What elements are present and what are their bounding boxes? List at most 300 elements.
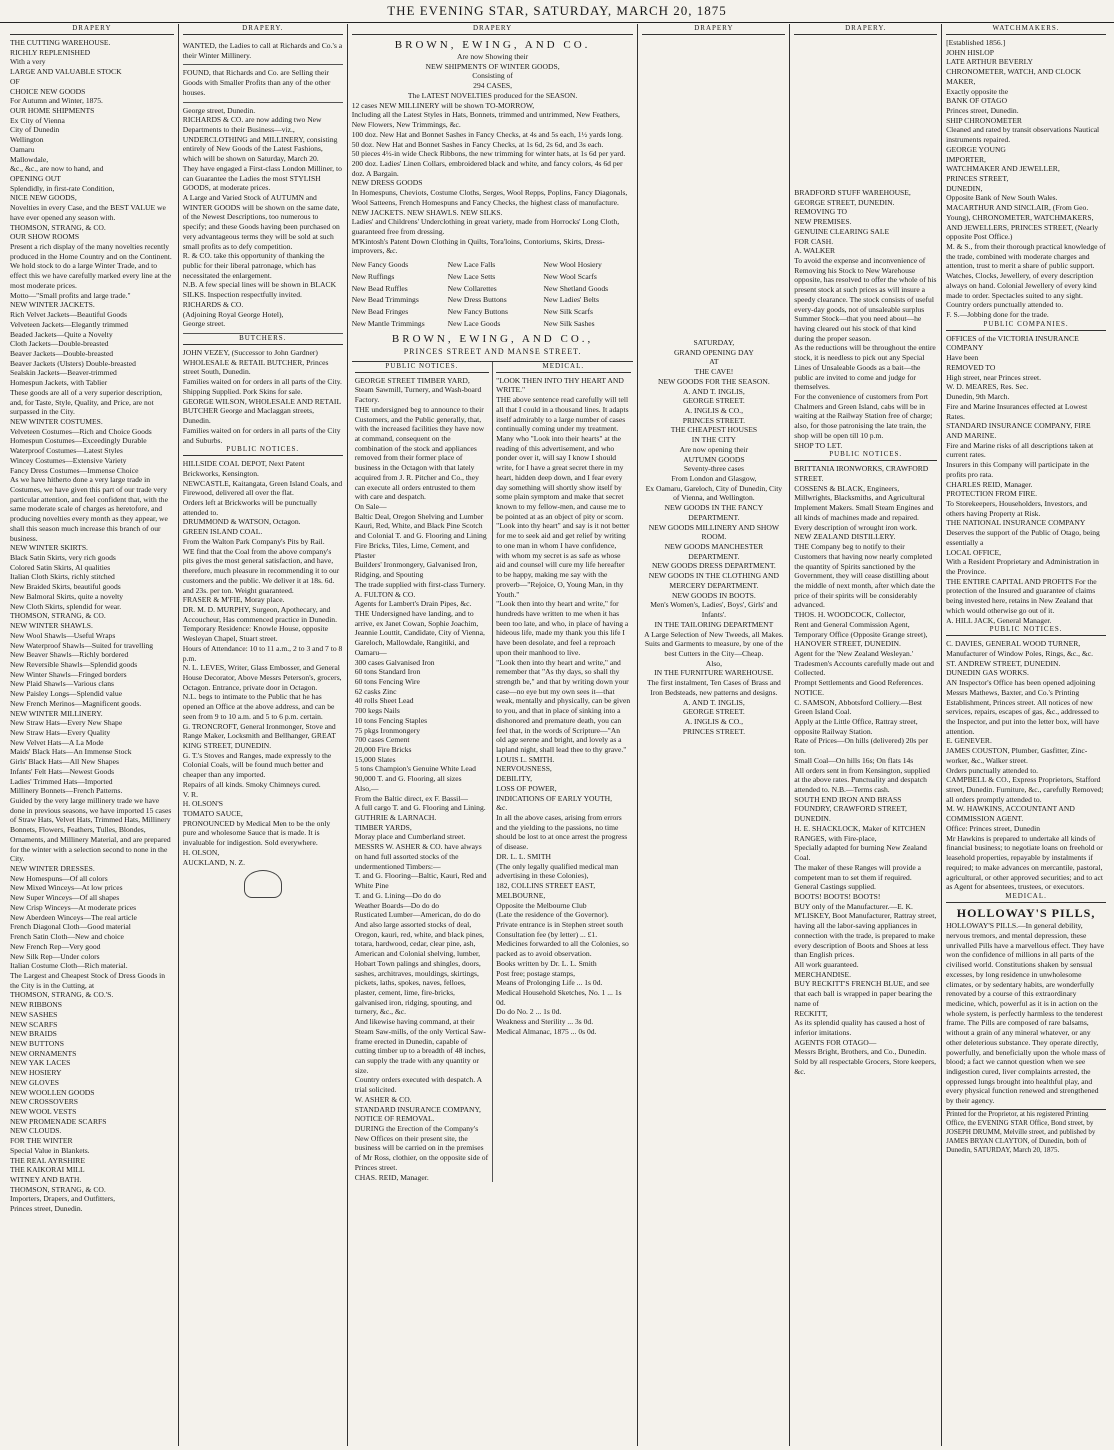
text-line: 5 tons Champion's Genuine White Lead — [354, 764, 476, 774]
text-line: Novelties in every Case, and the BEST VALUE we have ever opened any season with. — [10, 203, 166, 222]
text-line: French Satin Cloth—New and choice — [10, 932, 124, 942]
public-companies — [946, 334, 1106, 626]
text-line: Agents for Lambert's Drain Pipes, &c. — [354, 599, 472, 609]
text-line: THOMSON, STRANG, & CO.'S. — [10, 990, 114, 1000]
text-line: As its splendid quality has caused a host of inferior imitations. — [794, 1018, 926, 1037]
text-line: AT — [709, 357, 719, 367]
text-line: &c., &c., are now to hand, and — [10, 164, 104, 174]
text-line: The maker of these Ranges will provide a competent man to set them if required. General Castings supplied. — [794, 862, 922, 892]
text-line: T. and G. Lining—Do do do — [354, 890, 441, 900]
text-line: AN Inspector's Office has been opened adjoining Messrs Mathews, Baxter, and Co.'s Printing Establishment, Princes street. All notices of new services, repairs, escapes of gas, &c., addressed to the Inspector, and put into the letter box, will have attention. — [946, 678, 1100, 736]
text-line: Consultation fee (by letter) ... £1. — [496, 929, 598, 939]
text-line: 300 cases Galvanised Iron — [354, 657, 435, 667]
text-line: OPENING OUT — [10, 174, 61, 184]
text-line: As the reductions will be throughout the entire stock, it is needless to pick out any Special Lines of Unsaleable Goods as a bait—the public are invited to come and judge for themselves. — [794, 343, 936, 392]
column-4 — [638, 24, 790, 1446]
text-line: 20,000 Fire Bricks — [354, 745, 412, 755]
text-line: BRADFORD STUFF WAREHOUSE, — [794, 187, 911, 197]
text-line: A Large Selection of New Tweeds, all Makes. Suits and Garments to measure, by one of the best Cutters in the City—Cheap. — [644, 629, 784, 658]
text-line: Families waited on for orders in all parts of the City and Suburbs. — [182, 425, 341, 445]
text-line: All orders sent in from Kensington, supplied at the above rates. Punctuality and despatch attended to. N.B.—Terms cash. — [794, 765, 930, 795]
text-line: BUY only of the Manufacturer.—E. K. M'LISKEY, Boot Manufacturer, Rattray street, having all the labor-saving appliances in connection with the trade, is prepared to make every description of Boots and Shoes at less than English prices. — [794, 901, 937, 960]
text-line: Italian Cloth Skirts, richly stitched — [10, 572, 115, 582]
public-notices — [794, 464, 937, 1076]
text-line: 100 doz. New Hat and Bonnet Sashes in Fancy Checks, at 4s and 5s each, 1½ yards long. — [351, 129, 623, 139]
text-line: NEW WOOLLEN GOODS — [10, 1087, 95, 1097]
text-line: For Autumn and Winter, 1875. — [10, 96, 103, 106]
text-line: A. FULTON & CO. — [354, 589, 416, 599]
text-line: 200 doz. Ladies' Linen Collars, embroidered black and white, and fancy colors, 4s 6d per doz. A Bargain. — [351, 158, 623, 178]
text-line: Importers, Drapers, and Outfitters, — [10, 1194, 116, 1204]
text-line: THE KAIKORAI MILL — [10, 1165, 85, 1175]
text-line: Maids' Black Hats—An Immense Stock — [10, 747, 132, 757]
text-line: NEW SASHES — [10, 1009, 58, 1019]
text-line: Cleaned and rated by transit observations Nautical instruments repaired. — [946, 125, 1100, 145]
text-line: NEW WINTER COSTUMES. — [10, 416, 103, 426]
text-line: DURING the Erection of the Company's New Offices on their present site, the business will be carried on in the premises of Mr Ross, clothier, on the opposite side of Princes street. — [354, 1124, 489, 1172]
text-line: 50 pieces 4½-in wide Check Ribbons, the new trimming for winter hats, at 1s 6d per yard. — [351, 149, 626, 159]
text-line: NEW WINTER DRESSES. — [10, 864, 95, 874]
text-line: New Paisley Longs—Splendid value — [10, 689, 122, 699]
column-header: DRAPERY. — [183, 24, 343, 35]
paragraphs — [352, 101, 634, 257]
text-line: 294 CASES, — [473, 81, 512, 91]
text-line: Black Satin Skirts, very rich goods — [10, 553, 116, 563]
text-line: DRUMMOND & WATSON, Octagon. — [182, 517, 301, 527]
text-line: NEW YAK LACES — [10, 1058, 71, 1068]
text-line: French Diagonal Cloth—Good material — [10, 922, 131, 932]
text-line: Apply at the Little Office, Rattray street, opposite Railway Station. — [794, 717, 918, 736]
text-line: FOR CASH. — [794, 236, 834, 246]
text-line: NEW GOODS IN BOOTS. — [671, 590, 756, 600]
text-line: Rent and General Commission Agent, Temporary Office (Opposite Grange street), — [794, 619, 928, 639]
text-line: AGENTS FOR OTAGO— — [794, 1037, 877, 1047]
text-line: THE CAVE! — [694, 367, 734, 377]
text-line: WITNEY AND BATH. — [10, 1175, 82, 1185]
holloway-title: HOLLOWAY'S PILLS, — [956, 905, 1096, 920]
text-line: NOTICE. — [794, 687, 825, 697]
text-line: SATURDAY, — [693, 337, 735, 347]
section-header: PUBLIC NOTICES. — [183, 445, 343, 456]
column-3 — [348, 24, 639, 1446]
text-line: On Sale— — [354, 502, 387, 512]
text-line: THOMSON, STRANG, & CO. — [10, 611, 106, 621]
text-line: NEW BUTTONS — [10, 1038, 64, 1048]
text-line: W. D. MEARES, Res. Sec. — [946, 382, 1029, 392]
text-line: THE ENTIRE CAPITAL AND PROFITS For the protection of the Insured and guarantee of claims being invested here, retains in New Zealand that which would otherwise go out of it. — [946, 576, 1097, 615]
text-line: Builders' Ironmongery, Galvanised Iron, Ridging, and Spouting — [354, 560, 478, 580]
text-line: Are now opening their — [679, 444, 749, 454]
text-line: E. GENEVER. — [946, 736, 992, 746]
text-line: F. S.—Jobbing done for the trade. — [946, 310, 1049, 320]
text-line: Girls' Black Hats—All New Shapes — [10, 757, 119, 767]
text-line: Princes street, Dunedin. — [946, 105, 1019, 115]
text-line: They have engaged a First-class London Milliner, to can Guarantee the Ladies the most STYLISH GOODS, at moderate prices. — [182, 163, 342, 193]
text-line: REMOVING TO — [794, 207, 847, 217]
text-line: Small Coal—On hills 16s; On flats 14s — [794, 755, 914, 765]
text-line: IN THE TAILORING DEPARTMENT — [654, 619, 774, 629]
text-line: BOOTS! BOOTS! BOOTS! — [794, 891, 881, 901]
text-line: The Largest and Cheapest Stock of Dress Goods in the City is in the Cutting, at — [10, 970, 166, 990]
timber-notices — [355, 376, 489, 1183]
sub-columns — [352, 361, 634, 1183]
text-line: New Straw Hats—Every New Shape — [10, 718, 123, 728]
text-line: Rusticated Lumber—American, do do do — [354, 910, 481, 920]
text-line: GEORGE STREET, DUNEDIN. — [794, 197, 895, 207]
text-line: Hours of Attendance: 10 to 11 a.m., 2 to 3 and 7 to 8 p.m. — [182, 643, 343, 663]
goods-item: New Dress Buttons — [447, 295, 507, 305]
text-line: New Homespuns—Of all colors — [10, 873, 108, 883]
text-line: BRITTANIA IRONWORKS, CRAWFORD STREET. — [794, 464, 929, 484]
goods-grid — [352, 260, 634, 328]
text-line: THOMSON, STRANG, & CO. — [10, 222, 106, 232]
butchers-ads — [183, 348, 343, 445]
text-line: NICE NEW GOODS, — [10, 193, 77, 203]
section-header: MEDICAL. — [496, 362, 630, 373]
text-line: PRONOUNCED by Medical Men to be the only pure and wholesome Sauce that is made. It is invaluable for indigestion. Sold everywhere. — [182, 818, 331, 848]
text-line: H. E. SHACKLOCK, Maker of KITCHEN RANGES, with Fire-place, — [794, 823, 926, 843]
text-line: REMOVED TO — [946, 362, 996, 372]
text-line: NEW WINTER JACKETS. — [10, 300, 95, 310]
text-line: NEW WINTER MILLINERY. — [10, 708, 103, 718]
text-line: BANK OF OTAGO — [946, 96, 1008, 106]
text-line: Waterproof Costumes—Latest Styles — [10, 446, 123, 456]
text-line: GUTHRIE & LARNACH. — [354, 813, 437, 823]
text-line: Sealskin Jackets—Beaver-trimmed — [10, 368, 117, 378]
text-line: New Crisp Winceys—At moderate prices — [10, 902, 137, 912]
text-line: 12 cases NEW MILLINERY will be shown TO-MORROW, — [351, 100, 535, 110]
text-line: NEW WINTER SKIRTS. — [10, 543, 88, 553]
text-line: New Aberdeen Winceys—The real article — [10, 912, 137, 922]
text-line: RICHARDS & CO. — [182, 299, 244, 309]
text-line: Prompt Settlements and Good References. — [794, 678, 924, 688]
text-line: In all the above cases, arising from errors and the yielding to the passions, no time should be lost to at once arrest the progress of disease. — [496, 813, 628, 852]
text-line: Special Value in Blankets. — [10, 1145, 90, 1155]
text-line: DUNEDIN, — [946, 183, 983, 193]
text-line: N. L. LEVES, Writer, Glass Embosser, and General House Decorator, Above Messrs Peterson's, grocers, Octagon. Entrance, private door in Octagon. — [182, 663, 342, 692]
text-line: Are now Showing their — [457, 52, 529, 62]
text-line: "LOOK THEN INTO THY HEART AND WRITE." — [496, 375, 624, 395]
text-line: CHOICE NEW GOODS — [10, 86, 86, 96]
text-line: New Velvet Hats—A La Mode — [10, 737, 104, 747]
text-line: With a Resident Proprietary and Administration in the Province. — [946, 557, 1099, 576]
text-line: Millinery Bonnets—French Patterns. — [10, 786, 123, 796]
text-line: NEW WINTER SHAWLS. — [10, 621, 93, 631]
text-line: Opposite Bank of New South Wales. — [946, 193, 1058, 203]
text-line: STANDARD INSURANCE COMPANY, — [354, 1104, 481, 1114]
text-line: As we have hitherto done a very large trade in Costumes, we have given this part of our trade very particular attention, and feel confident that, with the same moderate scale of charges as heretofore, and producing novelties every month as they appear, we shall this season much increase this branch of our business. — [10, 475, 168, 543]
text-line: Oamaru — [10, 144, 35, 154]
text-line: Deserves the support of the Public of Otago, being essentially a — [946, 528, 1100, 547]
text-line: From the Walton Park Company's Pits by Rail. — [182, 536, 325, 546]
text-line: NEW GLOVES — [10, 1077, 60, 1087]
watchmakers — [946, 38, 1106, 320]
text-line: NEW RIBBONS — [10, 1000, 62, 1010]
text-line: Velveteen Jackets—Elegantly trimmed — [10, 319, 129, 329]
section-header: BUTCHERS. — [183, 334, 343, 345]
text-line: NEWCASTLE, Kaitangata, Green Island Coals, and Firewood, delivered all over the flat. — [182, 478, 343, 498]
medical-notices — [496, 376, 630, 1037]
text-line: NEW GOODS MILLINERY AND SHOW ROOM. — [648, 522, 780, 542]
goods-item: New Fancy Goods — [351, 260, 409, 270]
walker-ad — [794, 38, 937, 450]
text-line: COSSENS & BLACK, Engineers, Millwrights, Blacksmiths, and Agricultural Implement Makers. Small Steam Engines and all kinds of machines made and repaired. Every description of wrought iron work. — [794, 483, 934, 532]
text-line: OUR HOME SHIPMENTS — [10, 105, 95, 115]
text-line: Orders left at Brickworks will be punctually attended to. — [182, 498, 317, 517]
text-line: Princes street, Dunedin. — [10, 1204, 83, 1214]
text-line: A full cargo T. and G. Flooring and Lining. — [354, 803, 486, 813]
text-line: Baltic Deal, Oregon Shelving and Lumber Kauri, Red, White, and Black Pine Scotch and Colonial T. and G. Flooring and Lining — [354, 511, 487, 541]
text-line: Ex City of Vienna — [10, 115, 65, 125]
goods-item: New Ladies' Belts — [543, 295, 599, 305]
text-line: (Late the residence of the Governor). — [496, 910, 609, 920]
text-line: Beaded Jackets—Quite a Novelty — [10, 329, 113, 339]
text-line: GRAND OPENING DAY — [673, 347, 754, 357]
text-line: Infants' Felt Hats—Newest Goods — [10, 766, 115, 776]
text-line: Do do No. 2 ... 1s 0d. — [496, 1007, 562, 1017]
richards-ads — [183, 38, 343, 334]
text-line: IN THE CITY — [691, 435, 736, 445]
text-line: NEW DRESS GOODS — [351, 178, 423, 188]
text-line: "Look then into thy heart and write," for hundreds have written to me when it has been too late, and who, in place of having a hideous life, made my thank you this life I have been desolate, and feel a reproach upon their manhood to live. — [496, 599, 629, 657]
text-line: A Large and Varied Stock of AUTUMN and WINTER GOODS will be shown on the same date, of the Newest Descriptions, too numerous to specify; and these Goods having been purchased on very advantageous terms they will be sold at such small profits as to defy competition. — [182, 193, 340, 251]
text-line: OFFICES of the VICTORIA INSURANCE COMPANY — [946, 333, 1079, 353]
text-line: NEW GOODS IN THE FANCY DEPARTMENT. — [664, 503, 764, 522]
text-line: New French Merinos—Magnificent goods. — [10, 698, 142, 708]
text-line: GEORGE STREET TIMBER YARD, Steam Sawmill, Turnery, and Wash-board Factory. — [354, 375, 482, 405]
text-line: With a very — [10, 57, 46, 67]
text-line: "Look into thy heart" and say is it not better for me to seek aid and get relief by writing to one man in whom I have confidence, with whom my secret is as safe as whose aid and counsel will cure my life hereafter to be happy, making me say with the proverb—"Rejoice, O, Young Man, in thy Youth." — [496, 521, 630, 599]
text-line: Specially adapted for burning New Zealand Coal. — [794, 843, 927, 863]
text-line: NEW PREMISES. — [794, 217, 852, 227]
text-line: New Waterproof Shawls—Suited for travelling — [10, 640, 154, 650]
text-line: 90,000 T. and G. Flooring, all sizes — [354, 774, 462, 784]
text-line: GEORGE WILSON, WHOLESALE AND RETAIL BUTCHER George and Maclaggan streets, Dunedin. — [182, 396, 341, 426]
text-line: GEORGE STREET. — [682, 707, 745, 717]
column-header: DRAPERY — [352, 24, 634, 35]
text-line: BUY RECKITT'S FRENCH BLUE, and see that each ball is wrapped in paper bearing the name of — [794, 979, 933, 1008]
column-1 — [6, 24, 179, 1446]
text-line: 700 cases Cement — [354, 735, 410, 745]
text-line: New Mixed Winceys—At low prices — [10, 883, 123, 893]
text-line: LOCAL OFFICE, — [946, 547, 1002, 557]
text-line: Watches, Clocks, Jewellery, of every description always on hand. Colonial Jewellery of every kind made to order. Spectacles suited to any sight. Country orders punctually attended to. — [946, 271, 1097, 310]
text-line: Messrs Bright, Brothers, and Co., Dunedin. — [794, 1047, 927, 1057]
text-line: And also large assorted stocks of deal, Oregon, kauri, red, white, and black pines, totara, hardwood, cedar, clear pine, ash, American and Colonial shelving, lumber, Hobart Town palings and shingles, doors, sashes, architraves, mouldings, skirtings, pickets, laths, spokes, naves, felloes, plaster, cement, lime, fire-bricks, galvanised iron, ridging, spouting, and turnery, &c., &c. — [354, 919, 484, 1017]
text-line: Mr Hawkins is prepared to undertake all kinds of financial business; to negotiate loans on freehold or leasehold properties, repayable by instalments if required; to make advances on mercantile, pastoral, agricultural, or other approved securities; and to act as Agent for absentees, trustees, or executors. — [946, 833, 1103, 892]
text-line: New Straw Hats—Every Quality — [10, 727, 111, 737]
text-line: AUCKLAND, N. Z. — [182, 857, 245, 867]
text-line: 15,000 Slates — [354, 754, 396, 764]
text-line: Italian Costume Cloth—Rich material. — [10, 961, 128, 971]
text-line: George street. — [182, 319, 226, 329]
text-line: NEW SCARFS — [10, 1019, 58, 1029]
column-5 — [790, 24, 942, 1446]
text-line: DEBILITY, — [496, 774, 533, 784]
text-line: CAMPBELL & CO., Express Proprietors, Stafford street, Dunedin. Furniture, &c., carefully Removed; all orders promptly attended to. — [946, 775, 1104, 804]
goods-item: New Silk Sashes — [543, 318, 595, 328]
text-line: N.B. A few special lines will be shown in BLACK SILKS. Inspection respectfully invited. — [182, 280, 337, 300]
text-line: Velveteen Costumes—Rich and Choice Goods — [10, 426, 152, 436]
text-line: Books written by Dr. L. L. Smith — [496, 958, 597, 968]
text-line: The trade supplied with first-class Turnery. — [354, 579, 486, 589]
text-line: Opposite the Melbourne Club — [496, 900, 587, 910]
text-line: New Winter Shawls—Fringed borders — [10, 669, 127, 679]
text-line: R. & CO. take this opportunity of thanking the public for their liberal patronage, which has necessitated the enlargement. — [182, 251, 325, 280]
text-line: Repairs of all kinds. Smoky Chimneys cured. — [182, 779, 321, 789]
text-line: A. AND T. INGLIS, — [683, 386, 745, 396]
text-line: THOS. H. WOODCOCK, Collector, — [794, 610, 906, 620]
column-header: WATCHMAKERS. — [946, 24, 1106, 35]
text-line: NEW GOODS MANCHESTER DEPARTMENT. — [664, 542, 764, 561]
text-line: NEW JACKETS. NEW SHAWLS. NEW SILKS. — [351, 207, 503, 217]
text-line: Private entrance is in Stephen street south — [496, 919, 624, 929]
goods-item: New Bead Ruffles — [351, 283, 408, 293]
section-header: PUBLIC COMPANIES. — [946, 320, 1106, 331]
text-line: WANTED, the Ladies to call at Richards and Co.'s a their Winter Millinery. — [182, 40, 343, 60]
text-line: RECKITT, — [794, 1008, 828, 1018]
text-line: Present a rich display of the many novelties recently produced in the Home Country and on the Continent. We hold stock to do a large Winter Trade, and to effect this we have carefully marked every line at the most moderate prices. — [10, 242, 172, 290]
text-line: High street, near Princes street. — [946, 372, 1041, 382]
text-line: New Reversible Shawls—Splendid goods — [10, 659, 138, 669]
text-line: Also, — [705, 658, 722, 668]
text-line: Homespun Costumes—Exceedingly Durable — [10, 436, 147, 446]
goods-item: New Wool Scarfs — [543, 271, 597, 281]
text-line: SHOP TO LET. — [794, 440, 843, 450]
text-line: CHARLES REID, Manager. — [946, 479, 1033, 489]
text-line: Post free; postage stamps, — [496, 968, 575, 978]
text-line: Temporary Residence: Knowle House, opposite Wesleyan Chapel, Stuart street. — [182, 624, 328, 644]
text-line: MESSRS W. ASHER & CO. have always on hand full assorted stocks of the undermentioned Timbers:— — [354, 842, 482, 871]
text-line: Moray place and Cumberland street. — [354, 832, 466, 842]
text-line: C. SAMSON, Abbotsford Colliery.—Best Green Island Coal. — [794, 697, 923, 717]
goods-item: New Bead Trimmings — [351, 295, 419, 305]
text-line: Mallowdale, — [10, 154, 49, 164]
text-line: THE CHEAPEST HOUSES — [670, 425, 758, 435]
text-line: New Beaver Shawls—Richly bordered — [10, 650, 129, 660]
text-line: 182, COLLINS STREET EAST, MELBOURNE, — [496, 881, 596, 900]
text-line: Medical Almanac, 1875 ... 0s 0d. — [496, 1026, 597, 1036]
text-line: All work guaranteed. — [794, 959, 859, 969]
text-line: OUR SHOW ROOMS — [10, 232, 80, 242]
text-line: PRINCES STREET. — [682, 726, 746, 736]
text-line: NEW WOOL VESTS — [10, 1107, 77, 1117]
text-line: The first instalment, Ten Cases of Brass and Iron Bedsteads, new patterns and designs. — [646, 678, 781, 697]
text-line: Insurers in this Company will participate in the profits pro rata. — [946, 460, 1090, 479]
text-line: NERVOUSNESS, — [496, 764, 552, 774]
text-line: Rate of Prices—On hills (delivered) 20s per ton. — [794, 736, 928, 756]
text-line: New Super Winceys—Of all shapes — [10, 893, 120, 903]
text-line: From the Baltic direct, ex F. Bassil— — [354, 793, 468, 803]
text-line: THE undersigned beg to announce to their Customers, and the Public generally, that, with the increased facilities they have now at command, consequent on the combination of the stock and appliances removed from their former place of business in the Octagon with that lately acquired from J. R. Pitcher and Co., they can execute all orders entrusted to them with care and despatch. — [354, 404, 485, 502]
goods-item: New Shetland Goods — [543, 283, 609, 293]
text-line: Beaver Jackets (Ulsters) Double-breasted — [10, 358, 136, 368]
text-line: LARGE AND VALUABLE STOCK — [10, 67, 122, 77]
text-line: HANOVER STREET, DUNEDIN. — [794, 639, 901, 649]
text-line: Motto—"Small profits and large trade." — [10, 290, 131, 300]
text-line: NEW GOODS FOR THE SEASON. — [658, 376, 770, 386]
goods-item: New Bead Fringes — [351, 307, 409, 316]
text-line: CHRONOMETER, WATCH, AND CLOCK MAKER, — [946, 67, 1082, 86]
text-line: Have been — [946, 353, 979, 363]
section-header: MEDICAL. — [946, 892, 1106, 903]
text-line: OF — [10, 76, 20, 86]
text-line: From London and Glasgow, — [671, 474, 757, 484]
text-line: HILLSIDE COAL DEPOT, Next Patent Brickworks, Kensington. — [182, 459, 305, 478]
column-6 — [942, 24, 1110, 1446]
text-line: A. HILL JACK, General Manager. — [946, 615, 1052, 625]
text-line: City of Dunedin — [10, 125, 60, 135]
goods-item: New Mantle Trimmings — [351, 318, 425, 328]
text-line: 62 casks Zinc — [354, 686, 397, 696]
column-header: DRAPERY — [10, 24, 174, 35]
text-line: M. W. HAWKINS, ACCOUNTANT AND COMMISSION AGENT. — [946, 804, 1075, 824]
text-line: PRINCES STREET. — [682, 415, 746, 425]
text-line: A. AND T. INGLIS, — [683, 697, 745, 707]
sub-left — [352, 362, 493, 1183]
public-notices — [183, 459, 343, 867]
text-line: T. and G. Flooring—Baltic, Kauri, Red and White Pine — [354, 871, 487, 891]
text-line: Weakness and Sterility ... 3s 0d. — [496, 1017, 594, 1027]
goods-item: New Lace Setts — [447, 271, 496, 281]
text-line: New Wool Shawls—Useful Wraps — [10, 630, 116, 640]
text-line: George street, Dunedin. — [182, 105, 256, 115]
text-line: Fire Bricks, Tiles, Lime, Cement, and Plaster — [354, 540, 470, 560]
royal-crest-icon — [244, 870, 282, 898]
text-line: &c. — [496, 803, 508, 813]
text-line: DR. M. D. MURPHY, Surgeon, Apothecary, and Accoucheur, Has commenced practice in Dunedin. — [182, 604, 337, 624]
text-line: A. WALKER — [794, 246, 836, 256]
text-line: G. T.'s Stoves and Ranges, made expressly to the Colonial Coals, will be found much better and cheaper than any imported. — [182, 750, 332, 780]
text-line: MACARTHUR AND SINCLAIR, (From Geo. Young), CHRONOMETER, WATCHMAKERS, AND JEWELLERS, PRINCES STREET, (Nearly opposite Post Office.) — [946, 203, 1099, 242]
text-line: RICHARDS & CO. are now adding two New Departments to their Business—viz., UNDERCLOTHING and MILLINERY, consisting entirely of New Goods of the Latest Fashions, which will be shown on Saturday, March 20. — [182, 115, 338, 164]
text-line: DR. L. L. SMITH — [496, 851, 551, 861]
text-line: Guided by the very large millinery trade we have done in previous seasons, we have imported 15 cases of Straw Hats, Velvet Hats, Trimmed Hats, Millinery Bonnets, Flowers, Feathers, Tulles, Blondes, Ornaments, and Millinery Material, and are prepared for the winter with a selection second to none in the City. — [10, 796, 172, 864]
text-line: 60 tons Fencing Wire — [354, 676, 420, 686]
text-line: GENUINE CLEARING SALE — [794, 226, 890, 236]
goods-item: New Silk Scarfs — [543, 307, 593, 316]
text-line: LATE ARTHUR BEVERLY — [946, 57, 1034, 67]
text-line: THE above sentence read carefully will tell all that I could in a thousand lines. It adapts itself admirably to a large number of cases continually coming under my treatment. — [496, 395, 629, 434]
text-line: Office: Princes street, Dunedin — [946, 823, 1040, 833]
text-line: DUNEDIN GAS WORKS. — [946, 668, 1029, 678]
text-line: (The only legally qualified medical man advertising in these Colonies), — [496, 861, 619, 881]
text-line: Splendidly, in first-rate Condition, — [10, 183, 115, 193]
text-line: C. DAVIES, GENERAL WOOD TURNER, Manufacturer of Window Poles, Rings, &c., &c. — [946, 639, 1094, 658]
intro — [352, 52, 634, 101]
text-line: Medical Household Sketches, No. 1 ... 1s 0d. — [496, 987, 622, 1007]
text-line: LOUIS L. SMITH. — [496, 754, 555, 764]
text-line: 700 kegs Nails — [354, 706, 400, 716]
text-line: NEW CLOUDS. — [10, 1126, 62, 1136]
text-line: Wellington — [10, 135, 44, 145]
text-line: G. TRONCROFT, General Ironmonger, Stove and Range Maker, Locksmith and Bellhanger, GREAT KING STREET, DUNEDIN. — [182, 721, 336, 751]
column-header: DRAPERY. — [794, 24, 937, 35]
text-line: New Plaid Shawls—Various clans — [10, 679, 114, 689]
holloway-text: HOLLOWAY'S PILLS.—In general debility, nervous tremors, and mental depression, these unrivalled Pills have a marvellous effect. They have won the confidence of millions in all parts of the civilised world. Constitutions shaken by sensual excesses, by long residence in unwholesome climates, or by sedentary habits, are wonderfully renovated by a course of this extraordinary medicine, which, powerful as it is in action on the whole system, is perfectly harmless to the tenderest frame. The Pills are composed of rare balsams, without a grain of any mineral whatever, or any other deleterious substance. They operate directly, powerfully, and beneficially upon the whole mass of blood; a fact we cannot question when we see indigestion cured, liver complaints arrested, the oppressed lungs brought into healthful play, and every physical function renewed and strengthened by their agency. — [946, 921, 1106, 1106]
text-line: 50 doz. New Hat and Bonnet Sashes in Fancy Checks, at 1s 6d, 2s 6d, and 3s each. — [351, 139, 604, 149]
text-line: In Homespuns, Cheviots, Costume Cloths, Serges, Wool Repps, Poplins, Fancy Diagonals, Wool Satteens, French Homespuns and Fancy Checks, the highest class of manufacture. — [351, 188, 628, 207]
text-line: SHIP CHRONOMETER — [946, 115, 1022, 125]
goods-item: New Fancy Buttons — [447, 307, 508, 316]
text-line: NEW ZEALAND DISTILLERY. — [794, 532, 896, 542]
text-line: 60 tons Standard Iron — [354, 667, 421, 677]
text-line: Ex Oamaru, Gareloch, City of Dunedin, City of Vienna, and Wellington. — [645, 483, 783, 503]
text-line: GEORGE STREET. — [682, 396, 745, 406]
text-line: To Storekeepers, Householders, Investors, and others having Property at Risk. — [946, 498, 1088, 518]
advertisement — [183, 38, 343, 65]
text-line: A. INGLIS & CO., — [684, 405, 743, 415]
